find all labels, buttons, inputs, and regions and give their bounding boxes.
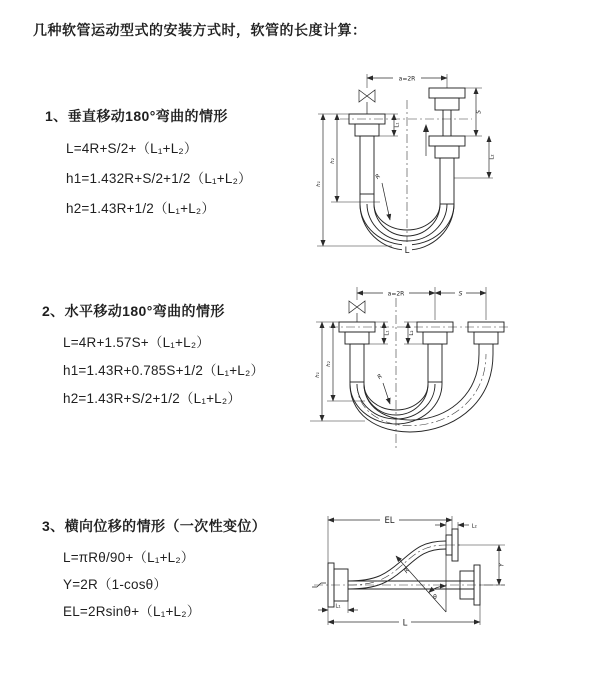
formula-h2: h2=1.43R+S/2+1/2（L₁+L₂） (63, 391, 242, 406)
section-3-formulas (63, 544, 266, 625)
radius-leader-line (383, 383, 390, 404)
section-2-formulas (63, 329, 264, 413)
diagram-vertical-move-u-bend (302, 66, 550, 258)
section-vertical-move (45, 106, 252, 224)
stroke-label: S (458, 290, 463, 298)
angle-label: θ (433, 594, 437, 601)
span-extension-lines (357, 287, 486, 320)
length-label: L (404, 246, 410, 256)
right-flange-upper-hub (435, 98, 459, 110)
page-title: 几种软管运动型式的安装方式时，软管的长度计算： (33, 22, 367, 38)
valve-icon (359, 90, 375, 102)
right-flange-hub (474, 332, 498, 344)
right-flange-lower (429, 136, 465, 146)
moved-hose-outer-wall (350, 354, 493, 432)
radius-line (396, 556, 446, 612)
formula-offset: Y=2R（1-cosθ） (63, 577, 168, 592)
right-pipe-stub (443, 110, 451, 136)
left-flange-hub (345, 332, 369, 344)
fit-right-label: L₂ (489, 154, 496, 160)
formula-length: L=4R+S/2+（L₁+L₂） (66, 141, 198, 156)
section-3-heading: 3、横向位移的情形（一次性变位） (42, 518, 267, 534)
left-braided-hose (350, 344, 364, 382)
left-flange-hub (355, 124, 379, 136)
middle-flange-hub (423, 332, 447, 344)
section-1-formulas (66, 134, 252, 224)
offset-label: Y (498, 563, 506, 567)
formula-h2: h2=1.43R+1/2（L₁+L₂） (66, 201, 216, 216)
fit-left-label: L₁ (335, 603, 341, 610)
left-braided-hose (360, 136, 374, 194)
radius-label: R (402, 567, 411, 575)
section-horizontal-move (42, 301, 264, 413)
movement-arrow-icon (423, 124, 429, 132)
h-inner-label: h₂ (326, 361, 332, 367)
middle-braided-hose (428, 344, 442, 382)
right-flange-upper (429, 88, 465, 98)
diagram-lateral-displacement (300, 498, 580, 646)
diagram-horizontal-move-u-bend (295, 280, 560, 455)
el-label: EL (384, 516, 395, 526)
stroke-label: S (475, 110, 483, 114)
radius-leader-line (382, 183, 390, 220)
h-outer-label: h₁ (316, 181, 322, 187)
formula-length: L=4R+1.57S+（L₁+L₂） (63, 335, 210, 350)
section-1-heading: 1、垂直移动180°弯曲的情形 (45, 108, 228, 124)
fit-right-label: L₂ (409, 330, 415, 336)
formula-h1: h1=1.43R+0.785S+1/2（L₁+L₂） (63, 363, 265, 378)
height-extension-lines (310, 322, 365, 421)
span-dimension-label: a=2R (387, 290, 405, 298)
formula-effective-length: EL=2Rsinθ+（L₁+L₂） (63, 604, 201, 619)
radius-label: R (374, 172, 382, 181)
height-extension-lines (317, 114, 392, 246)
right-braided-hose (440, 158, 454, 204)
right-pipe-stub (479, 344, 493, 354)
section-lateral-displacement (42, 516, 266, 625)
fit-left-label: L₁ (384, 330, 391, 336)
fit-right-label: L₂ (471, 523, 477, 530)
length-label: L (402, 618, 408, 629)
section-2-heading: 2、水平移动180°弯曲的情形 (42, 303, 225, 319)
formula-length: L=πRθ/90+（L₁+L₂） (63, 550, 195, 565)
formula-h1: h1=1.432R+S/2+1/2（L₁+L₂） (66, 171, 252, 186)
fit-left-label: L₁ (394, 122, 401, 128)
h-inner-label: h₂ (330, 158, 336, 164)
right-flange-lower-hub (435, 146, 459, 158)
valve-icon (349, 301, 365, 313)
span-dimension-label: a=2R (398, 75, 416, 83)
radius-label: R (376, 372, 384, 381)
h-outer-label: h₁ (315, 372, 321, 378)
left-hose-leg (360, 194, 374, 204)
moved-hose-centerline (357, 354, 486, 426)
